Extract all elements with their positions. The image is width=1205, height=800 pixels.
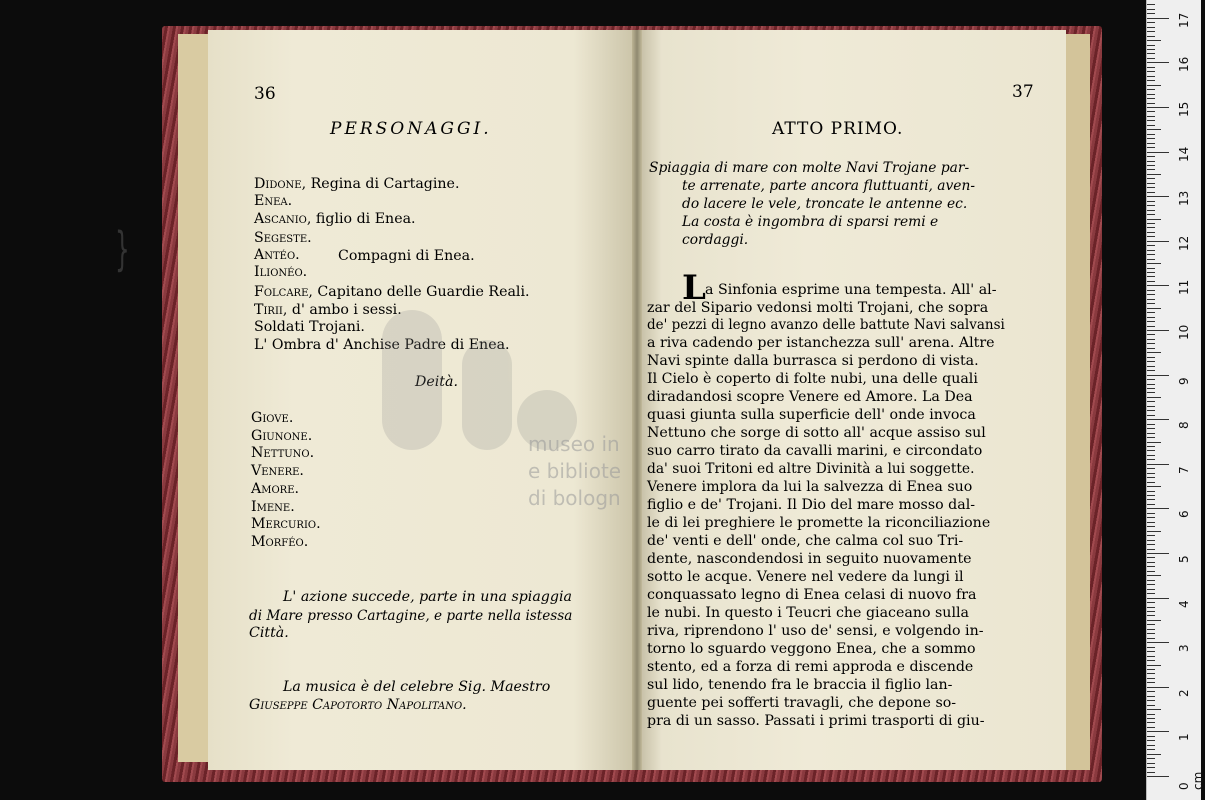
ruler-tick — [1147, 727, 1155, 728]
ruler-tick — [1147, 691, 1155, 692]
ruler-tick — [1147, 205, 1155, 206]
ruler-label: 15 — [1177, 101, 1191, 117]
ruler-tick — [1147, 745, 1155, 746]
deity-entry: Amore. — [251, 481, 300, 497]
ruler-label: 2 — [1177, 689, 1191, 697]
body-line: figlio e de' Trojani. Il Dio del mare mosso dal- — [647, 497, 976, 513]
deita-heading: Deità. — [415, 374, 458, 390]
ruler-label: 14 — [1177, 146, 1191, 162]
ruler-tick — [1147, 705, 1155, 706]
ruler-tick — [1147, 174, 1161, 175]
ruler-tick — [1147, 143, 1155, 144]
ruler-tick — [1147, 214, 1155, 215]
ruler-tick — [1147, 290, 1155, 291]
ruler-tick — [1147, 227, 1155, 228]
deity-entry: Venere. — [251, 463, 304, 479]
ruler-tick — [1147, 615, 1155, 616]
group-label: Compagni di Enea. — [338, 248, 475, 264]
ruler-tick — [1147, 714, 1155, 715]
ruler-tick — [1147, 134, 1155, 135]
ruler-tick — [1147, 201, 1155, 202]
ruler-tick — [1147, 607, 1155, 608]
ruler-tick — [1147, 482, 1155, 483]
ruler-tick — [1147, 767, 1155, 768]
body-line: sul lido, tenendo fra le braccia il figlio lan- — [647, 677, 953, 693]
setting-line: L' azione succede, parte in una spiaggia — [283, 589, 572, 605]
ruler-tick — [1147, 673, 1155, 674]
cast-name: Ascanio — [254, 211, 307, 227]
ruler-tick — [1147, 303, 1155, 304]
ruler-tick — [1147, 508, 1169, 509]
cast-entry — [254, 211, 416, 228]
ruler-tick — [1147, 312, 1155, 313]
cast-entry — [254, 176, 459, 193]
scene-line: cordaggi. — [682, 232, 749, 248]
body-line: Venere implora da lui la salvezza di Enea suo — [647, 479, 973, 495]
ruler-tick — [1147, 13, 1155, 14]
ruler-tick — [1147, 669, 1155, 670]
ruler-tick — [1147, 339, 1155, 340]
ruler-tick — [1147, 557, 1155, 558]
ruler-tick — [1147, 638, 1155, 639]
body-line: a riva cadendo per istanchezza sull' arena. Altre — [647, 335, 995, 351]
ruler-tick — [1147, 379, 1155, 380]
ruler-tick — [1147, 138, 1155, 139]
ruler-tick — [1147, 450, 1155, 451]
ruler-tick — [1147, 259, 1155, 260]
ruler-tick — [1147, 419, 1169, 420]
ruler-tick — [1147, 103, 1155, 104]
ruler-tick — [1147, 749, 1155, 750]
cast-entry: Segeste. — [254, 230, 312, 246]
ruler-tick — [1147, 776, 1169, 777]
scene-line: do lacere le vele, troncate le antenne ec. — [682, 196, 968, 212]
ruler-tick — [1147, 696, 1155, 697]
body-line: le nubi. In questo i Teucri che giaceano sulla — [647, 605, 969, 621]
ruler-tick — [1147, 94, 1155, 95]
ruler-tick — [1147, 370, 1155, 371]
ruler-tick — [1147, 223, 1155, 224]
ruler-tick — [1147, 477, 1155, 478]
ruler-tick — [1147, 343, 1155, 344]
ruler-tick — [1147, 219, 1161, 220]
deity-entry: Giove. — [251, 410, 294, 426]
cast-entry: Antéo. — [254, 247, 300, 263]
cast-name: Folcare — [254, 284, 309, 300]
ruler-tick — [1147, 263, 1161, 264]
cast-entry: L' Ombra d' Anchise Padre di Enea. — [254, 337, 510, 353]
ruler-label: 12 — [1177, 235, 1191, 251]
ruler-tick — [1147, 178, 1155, 179]
ruler-tick — [1147, 125, 1155, 126]
watermark-text: e bibliote — [528, 459, 622, 483]
ruler-tick — [1147, 388, 1155, 389]
ruler-tick — [1147, 254, 1155, 255]
ruler-tick — [1147, 111, 1155, 112]
ruler-tick — [1147, 241, 1169, 242]
drop-cap: L — [682, 268, 706, 308]
ruler-tick — [1147, 700, 1155, 701]
ruler-tick — [1147, 647, 1155, 648]
ruler-tick — [1147, 250, 1155, 251]
ruler-label: 7 — [1177, 466, 1191, 474]
ruler-label: 16 — [1177, 57, 1191, 73]
ruler-tick — [1147, 294, 1155, 295]
ruler-tick — [1147, 161, 1155, 162]
ruler-tick — [1147, 678, 1155, 679]
watermark-text: di bologn — [528, 486, 621, 510]
ruler-tick — [1147, 187, 1155, 188]
ruler-tick — [1147, 40, 1161, 41]
ruler-tick — [1147, 236, 1155, 237]
ruler-tick — [1147, 468, 1155, 469]
ruler-tick — [1147, 455, 1155, 456]
ruler-tick — [1147, 491, 1155, 492]
ruler-tick — [1147, 513, 1155, 514]
scene-line: La costa è ingombra di sparsi remi e — [682, 214, 939, 230]
ruler-tick — [1147, 326, 1155, 327]
ruler-tick — [1147, 624, 1155, 625]
ruler-tick — [1147, 740, 1155, 741]
ruler-tick — [1147, 31, 1155, 32]
ruler-tick — [1147, 442, 1161, 443]
body-line: quasi giunta sulla superficie dell' onde invoca — [647, 407, 976, 423]
ruler-tick — [1147, 285, 1169, 286]
ruler-tick — [1147, 410, 1155, 411]
ruler-label: 11 — [1177, 280, 1191, 296]
ruler-tick — [1147, 401, 1155, 402]
body-line: suo carro tirato da cavalli marini, e circondato — [647, 443, 983, 459]
ruler-tick — [1147, 718, 1155, 719]
ruler-tick — [1147, 62, 1169, 63]
ruler-tick — [1147, 375, 1169, 376]
ruler-tick — [1147, 446, 1155, 447]
ruler-tick — [1147, 562, 1155, 563]
ruler-tick — [1147, 709, 1161, 710]
body-line: da' suoi Tritoni ed altre Divinità a lui soggette. — [647, 461, 975, 477]
left-page — [208, 30, 638, 770]
ruler-tick — [1147, 272, 1155, 273]
body-line: le di lei preghiere le promette la riconciliazione — [647, 515, 991, 531]
ruler-tick — [1147, 67, 1155, 68]
ruler-tick — [1147, 687, 1169, 688]
ruler-label: 9 — [1177, 376, 1191, 385]
setting-line: Città. — [249, 625, 289, 641]
ruler-label: 4 — [1177, 599, 1191, 608]
ruler-tick — [1147, 549, 1155, 550]
watermark-text: museo in — [528, 432, 620, 456]
ruler-tick — [1147, 736, 1155, 737]
body-line: stento, ed a forza di remi approda e discende — [647, 659, 974, 675]
body-line: a Sinfonia esprime una tempesta. All' al- — [705, 282, 997, 298]
ruler-tick — [1147, 9, 1155, 10]
ruler-tick — [1147, 722, 1155, 723]
ruler-tick — [1147, 522, 1155, 523]
ruler-tick — [1147, 392, 1155, 393]
ruler-tick — [1147, 334, 1155, 335]
ruler-tick — [1147, 196, 1169, 197]
ruler-tick — [1147, 147, 1155, 148]
cast-name: Didone — [254, 176, 302, 192]
cast-entry — [254, 284, 530, 301]
ruler-tick — [1147, 366, 1155, 367]
cast-entry: Soldati Trojani. — [254, 319, 365, 335]
right-page-number: 37 — [1012, 82, 1034, 102]
ruler-tick — [1147, 165, 1155, 166]
measurement-ruler — [1146, 0, 1205, 800]
ruler-tick — [1147, 772, 1155, 773]
brace-glyph: } — [115, 222, 130, 276]
ruler-tick — [1147, 348, 1155, 349]
ruler-tick — [1147, 424, 1155, 425]
ruler-tick — [1147, 80, 1155, 81]
body-line: riva, riprendono l' uso de' sensi, e volgendo in- — [647, 623, 984, 639]
cast-role: , figlio di Enea. — [306, 211, 416, 227]
ruler-tick — [1147, 58, 1155, 59]
deity-entry: Mercurio. — [251, 516, 321, 532]
ruler-tick — [1147, 45, 1155, 46]
ruler-tick — [1147, 192, 1155, 193]
ruler-tick — [1147, 517, 1155, 518]
ruler-tick — [1147, 4, 1155, 5]
ruler-label: 10 — [1177, 324, 1191, 340]
ruler-tick — [1147, 584, 1155, 585]
ruler-tick — [1147, 89, 1155, 90]
ruler-label: 5 — [1177, 555, 1191, 563]
body-line: Navi spinte dalla burrasca si perdono di vista. — [647, 353, 979, 369]
cast-name: Tirii — [254, 302, 283, 318]
ruler-tick — [1147, 611, 1155, 612]
ruler-tick — [1147, 120, 1155, 121]
ruler-tick — [1147, 183, 1155, 184]
ruler-tick — [1147, 330, 1169, 331]
deity-entry: Imene. — [251, 499, 295, 515]
ruler-tick — [1147, 22, 1155, 23]
ruler-tick — [1147, 589, 1155, 590]
ruler-tick — [1147, 210, 1155, 211]
ruler-tick — [1147, 116, 1155, 117]
ruler-tick — [1147, 575, 1161, 576]
ruler-tick — [1147, 352, 1161, 353]
body-line: de' venti e dell' onde, che calma col suo Tri- — [647, 533, 964, 549]
ruler-tick — [1147, 571, 1155, 572]
ruler-label: 1 — [1177, 733, 1191, 742]
ruler-tick — [1147, 656, 1155, 657]
ruler-tick — [1147, 540, 1155, 541]
ruler-tick — [1147, 361, 1155, 362]
ruler-tick — [1147, 27, 1155, 28]
ruler-tick — [1147, 593, 1155, 594]
ruler-tick — [1147, 406, 1155, 407]
ruler-tick — [1147, 428, 1155, 429]
ruler-tick — [1147, 459, 1155, 460]
ruler-tick — [1147, 499, 1155, 500]
deity-entry: Giunone. — [251, 428, 313, 444]
right-page-heading: ATTO PRIMO. — [772, 119, 904, 139]
ruler-tick — [1147, 76, 1155, 77]
ruler-tick — [1147, 437, 1155, 438]
music-line: La musica è del celebre Sig. Maestro — [283, 679, 551, 695]
ruler-label: 6 — [1177, 510, 1191, 519]
setting-line: di Mare presso Cartagine, e parte nella istessa — [249, 608, 573, 624]
ruler-tick — [1147, 758, 1155, 759]
ruler-tick — [1147, 232, 1155, 233]
body-line: guente pei sofferti travagli, che depone so- — [647, 695, 957, 711]
ruler-tick — [1147, 535, 1155, 536]
ruler-tick — [1147, 682, 1155, 683]
ruler-tick — [1147, 245, 1155, 246]
ruler-tick — [1147, 553, 1169, 554]
ruler-unit-label: 0 cm — [1177, 771, 1205, 790]
ruler-label: 8 — [1177, 421, 1191, 430]
ruler-tick — [1147, 731, 1169, 732]
body-line: zar del Sipario vedonsi molti Trojani, che sopra — [647, 300, 989, 316]
ruler-tick — [1147, 397, 1161, 398]
ruler-tick — [1147, 129, 1161, 130]
ruler-tick — [1147, 49, 1155, 50]
ruler-tick — [1147, 620, 1161, 621]
ruler-tick — [1147, 665, 1161, 666]
ruler-tick — [1147, 580, 1155, 581]
ruler-label: 17 — [1177, 12, 1191, 28]
scene-line: Spiaggia di mare con molte Navi Trojane par- — [649, 160, 970, 176]
ruler-tick — [1147, 384, 1155, 385]
ruler-tick — [1147, 357, 1155, 358]
body-line: diradandosi scopre Venere ed Amore. La Dea — [647, 389, 973, 405]
ruler-label: 3 — [1177, 644, 1191, 653]
ruler-tick — [1147, 98, 1155, 99]
body-line: torno lo sguardo veggono Enea, che a sommo — [647, 641, 976, 657]
ruler-tick — [1147, 495, 1155, 496]
scene-line: te arrenate, parte ancora fluttuanti, aven- — [682, 178, 976, 194]
ruler-tick — [1147, 36, 1155, 37]
cast-entry — [254, 302, 402, 319]
ruler-tick — [1147, 531, 1161, 532]
ruler-tick — [1147, 107, 1169, 108]
ruler-tick — [1147, 629, 1155, 630]
ruler-tick — [1147, 660, 1155, 661]
composer-line: Giuseppe Capotorto Napolitano. — [249, 697, 467, 713]
left-page-number: 36 — [254, 84, 276, 104]
ruler-tick — [1147, 763, 1155, 764]
ruler-tick — [1147, 433, 1155, 434]
ruler-tick — [1147, 299, 1155, 300]
deity-entry: Morféo. — [251, 534, 309, 550]
body-line: sotto le acque. Venere nel vedere da lungi il — [647, 569, 964, 585]
ruler-tick — [1147, 602, 1155, 603]
ruler-tick — [1147, 268, 1155, 269]
ruler-tick — [1147, 504, 1155, 505]
ruler-tick — [1147, 598, 1169, 599]
ruler-tick — [1147, 276, 1155, 277]
left-page-heading: PERSONAGGI. — [330, 119, 492, 139]
ruler-tick — [1147, 53, 1155, 54]
ruler-tick — [1147, 651, 1155, 652]
ruler-tick — [1147, 18, 1169, 19]
cast-role: , Regina di Cartagine. — [301, 176, 460, 192]
ruler-tick — [1147, 754, 1161, 755]
ruler-tick — [1147, 152, 1169, 153]
ruler-label: 13 — [1177, 190, 1191, 207]
body-line: conquassato legno di Enea celasi di nuovo fra — [647, 587, 977, 603]
ruler-tick — [1147, 526, 1155, 527]
ruler-tick — [1147, 566, 1155, 567]
ruler-tick — [1147, 169, 1155, 170]
ruler-tick — [1147, 486, 1161, 487]
cast-role: , Capitano delle Guardie Reali. — [308, 284, 530, 300]
body-line: Il Cielo è coperto di folte nubi, una delle quali — [647, 371, 978, 387]
ruler-tick — [1147, 156, 1155, 157]
ruler-tick — [1147, 633, 1155, 634]
cast-entry: Ilionéo. — [254, 264, 308, 280]
body-line: Nettuno che sorge di sotto all' acque assiso sul — [647, 425, 986, 441]
body-line: dente, nascondendosi in seguito nuovamente — [647, 551, 972, 567]
deity-entry: Nettuno. — [251, 445, 315, 461]
ruler-tick — [1147, 642, 1169, 643]
cast-entry: Enea. — [254, 193, 293, 209]
ruler-tick — [1147, 281, 1155, 282]
ruler-tick — [1147, 473, 1155, 474]
ruler-tick — [1147, 544, 1155, 545]
ruler-tick — [1147, 464, 1169, 465]
ruler-tick — [1147, 317, 1155, 318]
ruler-tick — [1147, 321, 1155, 322]
body-line: de' pezzi di legno avanzo delle battute Navi salvansi — [647, 317, 1005, 333]
cast-role: , d' ambo i sessi. — [282, 302, 402, 318]
ruler-tick — [1147, 308, 1161, 309]
body-line: pra di un sasso. Passati i primi trasporti di giu- — [647, 713, 985, 729]
ruler-tick — [1147, 85, 1161, 86]
ruler-tick — [1147, 415, 1155, 416]
ruler-tick — [1147, 71, 1155, 72]
book-gutter — [632, 30, 642, 770]
